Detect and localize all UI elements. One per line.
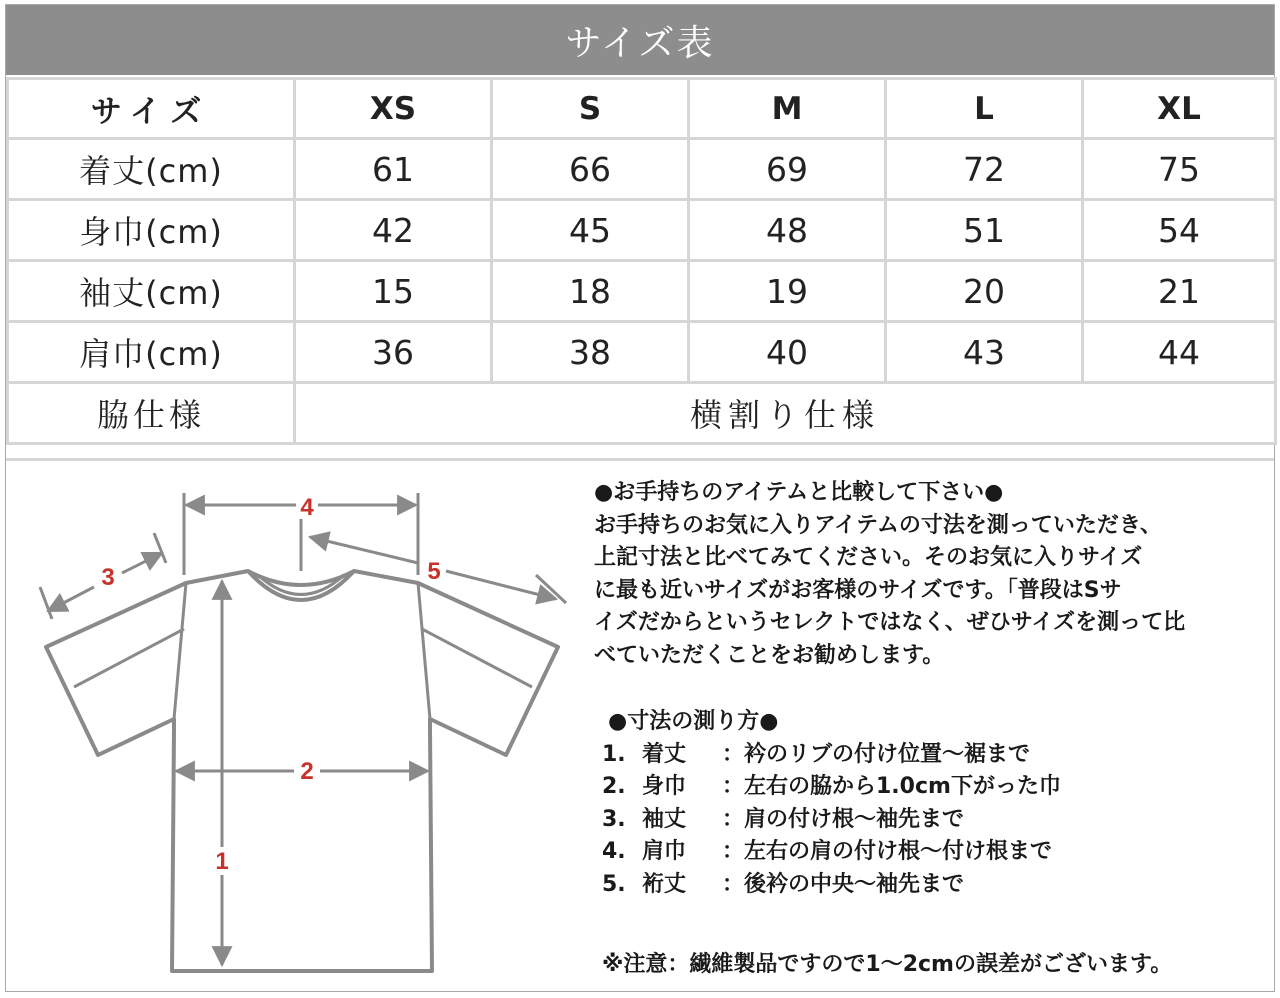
measure-num: 5. [602, 871, 626, 897]
diagram-label-1: 1 [215, 848, 229, 875]
compare-line: お手持ちのお気に入りアイテムの寸法を測っていただき、 [594, 512, 1163, 538]
list-item [602, 869, 1264, 902]
measure-num: 2. [602, 774, 626, 799]
side-spec-value: 横割り仕様 [295, 383, 1276, 444]
compare-line: べていただくことをお勧めします。 [594, 642, 945, 668]
measure-desc: ：左右の肩の付け根～付け根まで [722, 839, 1053, 864]
measure-name: 袖丈 [642, 806, 687, 832]
measure-name: 肩巾 [642, 839, 687, 864]
row-label: 着丈(cm) [8, 139, 295, 200]
table-cell: 48 [689, 200, 886, 261]
table-cell: 69 [689, 139, 886, 200]
measure-num: 3. [602, 806, 626, 832]
measure-desc: ：肩の付け根～袖先まで [722, 806, 965, 832]
size-chart-title: サイズ表 [6, 5, 1274, 75]
table-cell: 42 [295, 200, 492, 261]
size-table [6, 77, 1277, 445]
measure-name: 裄丈 [642, 871, 687, 897]
measure-desc: ：後衿の中央～袖先まで [722, 871, 965, 897]
row-label: 肩巾(cm) [8, 322, 295, 383]
measure-name: 身巾 [642, 774, 687, 799]
compare-heading: ●お手持ちのアイテムと比較して下さい● [594, 480, 1004, 505]
compare-line: イズだからというセレクトではなく、ぜひサイズを測って比 [594, 610, 1186, 635]
row-label: 袖丈(cm) [8, 261, 295, 322]
table-cell: 40 [689, 322, 886, 383]
table-cell: 15 [295, 261, 492, 322]
table-row [8, 139, 1276, 200]
table-cell: 18 [492, 261, 689, 322]
table-cell: 61 [295, 139, 492, 200]
table-cell: 19 [689, 261, 886, 322]
side-spec-row [8, 383, 1276, 444]
table-row [8, 200, 1276, 261]
measure-name: 着丈 [642, 741, 687, 767]
table-cell: 54 [1083, 200, 1276, 261]
diagram-label-3: 3 [101, 564, 115, 591]
table-cell: 38 [492, 322, 689, 383]
diagram-label-4: 4 [300, 494, 314, 521]
compare-line: 上記寸法と比べてみてください。そのお気に入りサイズ [594, 545, 1143, 570]
list-item [602, 836, 1264, 869]
list-item [602, 771, 1264, 804]
measure-list [594, 739, 1264, 902]
table-cell: 43 [886, 322, 1083, 383]
measure-num: 4. [602, 839, 626, 864]
measure-num: 1. [602, 741, 626, 767]
table-cell: 36 [295, 322, 492, 383]
header-cell-xs: XS [295, 79, 492, 139]
table-cell: 66 [492, 139, 689, 200]
row-label: 身巾(cm) [8, 200, 295, 261]
tshirt-measurement-diagram [26, 479, 586, 989]
diagram-label-5: 5 [427, 558, 441, 585]
list-item [602, 804, 1264, 837]
size-chart-frame [5, 4, 1275, 992]
table-row [8, 322, 1276, 383]
table-cell: 20 [886, 261, 1083, 322]
header-cell-m: M [689, 79, 886, 139]
measure-desc: ：衿のリブの付け位置～裾まで [722, 741, 1031, 767]
header-cell-size: サイズ [8, 79, 295, 139]
header-cell-l: L [886, 79, 1083, 139]
table-cell: 45 [492, 200, 689, 261]
table-cell: 44 [1083, 322, 1276, 383]
list-item [602, 739, 1264, 772]
table-cell: 51 [886, 200, 1083, 261]
measurement-info [594, 477, 1264, 977]
diagram-label-2: 2 [300, 758, 314, 785]
table-cell: 75 [1083, 139, 1276, 200]
measurement-section [6, 458, 1274, 994]
header-cell-xl: XL [1083, 79, 1276, 139]
measure-heading: ●寸法の測り方● [608, 709, 779, 734]
compare-line: に最も近いサイズがお客様のサイズです。「普段はSサ [594, 577, 1122, 603]
side-spec-label: 脇仕様 [8, 383, 295, 444]
table-cell: 72 [886, 139, 1083, 200]
header-cell-s: S [492, 79, 689, 139]
table-cell: 21 [1083, 261, 1276, 322]
table-row [8, 261, 1276, 322]
measure-desc: ：左右の脇から1.0cm下がった巾 [722, 774, 1061, 799]
size-table-header-row [8, 79, 1276, 139]
tolerance-note: ※注意：繊維製品ですので1～2cmの誤差がございます。 [602, 952, 1173, 977]
